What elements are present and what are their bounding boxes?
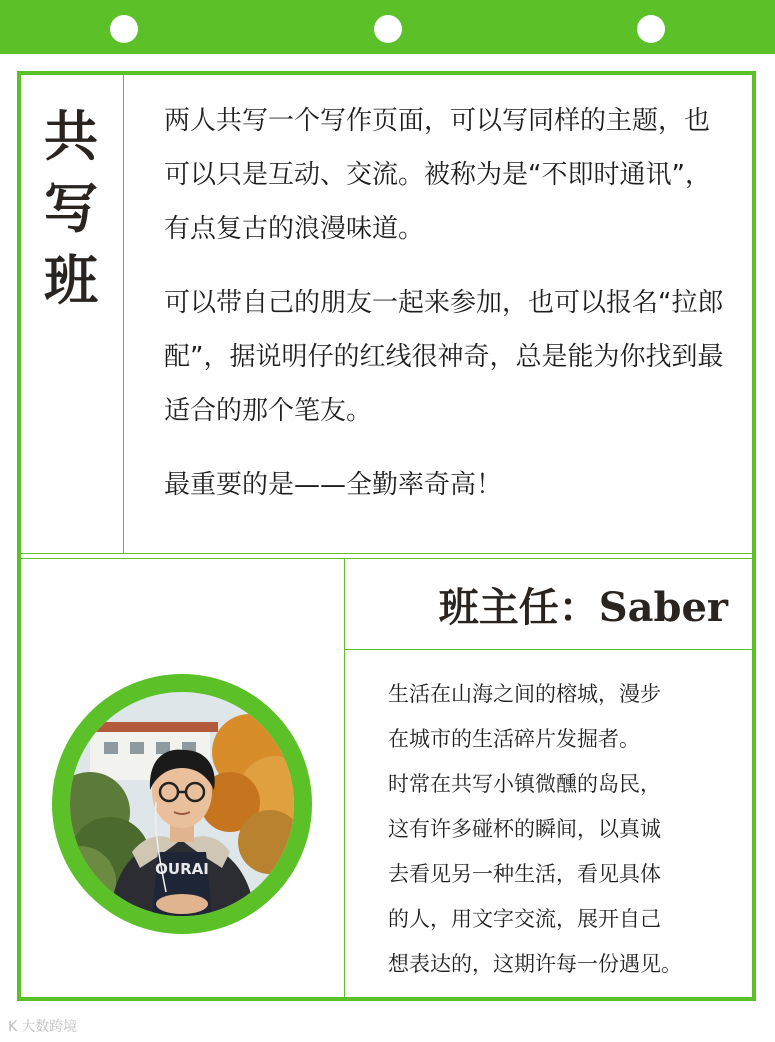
watermark-text: 大数跨境: [21, 1019, 78, 1035]
bio-line: 去看见另一种生活，看见具体: [388, 862, 661, 886]
binder-hole: [637, 15, 665, 43]
watermark: [8, 1017, 77, 1037]
binder-hole: [374, 15, 402, 43]
bio-line: 想表达的，这期许每一份遇见。: [388, 952, 682, 976]
name-divider: [345, 649, 752, 650]
bio-line: 的人，用文字交流，展开自己: [388, 907, 661, 931]
intro-text: [164, 94, 730, 532]
section-divider-bottom: [21, 558, 752, 559]
side-title-char: 班: [44, 248, 98, 312]
side-title-char: 写: [44, 176, 98, 240]
teacher-name: 班主任：Saber: [438, 584, 728, 631]
intro-paragraph: 最重要的是——全勤率奇高！: [164, 470, 503, 500]
bio-line: 这有许多碰杯的瞬间，以真诚: [388, 817, 661, 841]
bio-line: 时常在共写小镇微醺的岛民，: [388, 772, 661, 796]
avatar-photo-illustration: [70, 692, 294, 916]
section-divider-top: [21, 553, 752, 554]
avatar-divider: [344, 559, 345, 997]
avatar-ring: [52, 674, 312, 934]
binder-hole: [110, 15, 138, 43]
intro-paragraph: 两人共写一个写作页面，可以写同样的主题，也可以只是互动、交流。被称为是“不即时通讯”，有点复古的浪漫味道。: [164, 106, 711, 244]
shirt-text: OURAI: [155, 860, 209, 878]
intro-paragraph: 可以带自己的朋友一起来参加，也可以报名“拉郎配”，据说明仔的红线很神奇，总是能为你找到最适合的那个笔友。: [164, 288, 724, 426]
side-title-char: 共: [44, 104, 98, 168]
bio-line: 在城市的生活碎片发掘者。: [388, 727, 640, 751]
bio-line: 生活在山海之间的榕城，漫步: [388, 682, 661, 706]
avatar: [70, 692, 294, 916]
teacher-bio: [388, 672, 748, 987]
header-bar: [0, 0, 775, 54]
watermark-logo-icon: K: [8, 1019, 18, 1035]
side-title: [21, 100, 121, 316]
title-divider: [123, 75, 124, 553]
